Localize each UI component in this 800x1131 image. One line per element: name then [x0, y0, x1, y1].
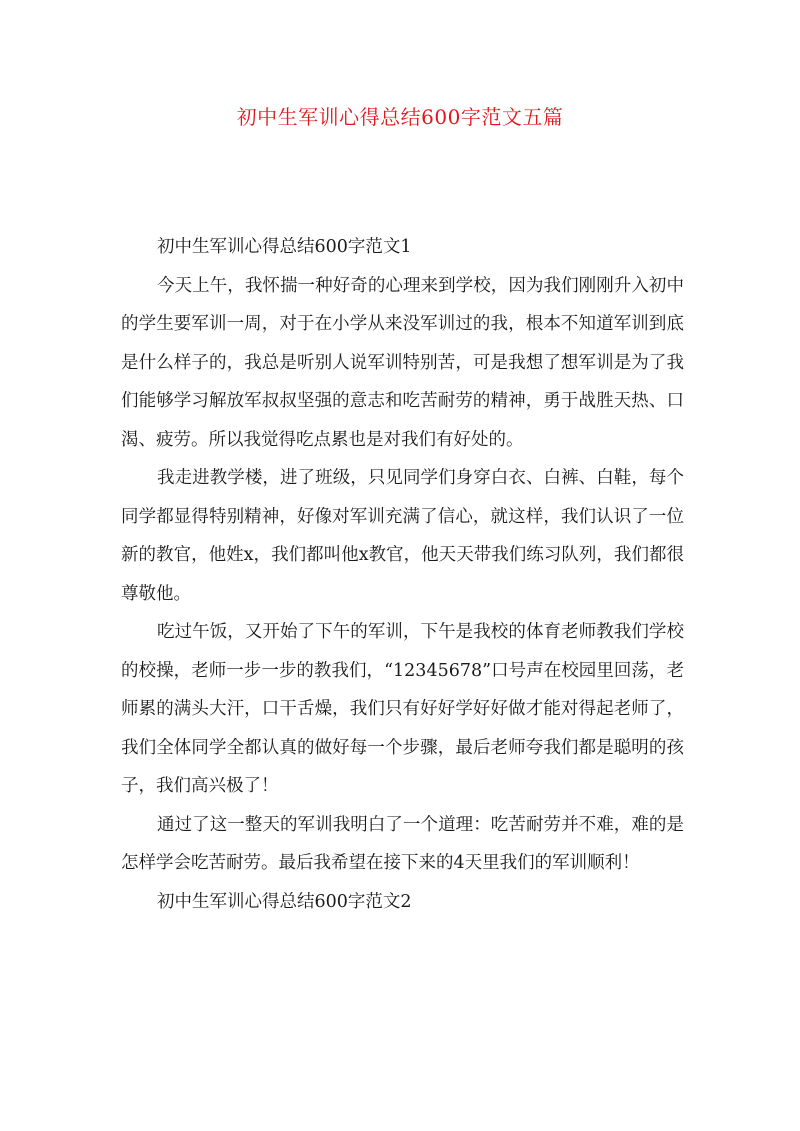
document-title: 初中生军训心得总结600字范文五篇	[236, 105, 564, 129]
paragraph: 我走进教学楼，进了班级，只见同学们身穿白衣、白裤、白鞋，每个同学都显得特别精神，好像对军训充满了信心，就这样，我们认识了一位新的教官，他姓x，我们都叫他x教官，他天天带我们练习队列，我们都很尊敬他。	[121, 468, 684, 604]
article-body	[121, 228, 684, 921]
paragraph: 吃过午饭，又开始了下午的军训，下午是我校的体育老师教我们学校的校操，老师一步一步的教我们，“12345678”口号声在校园里回荡，老师累的满头大汗，口干舌燥，我们只有好好学好好做才能对得起老师了，我们全体同学全都认真的做好每一个步骤，最后老师夸我们都是聪明的孩子，我们高兴极了！	[121, 622, 684, 796]
paragraph: 通过了这一整天的军训我明白了一个道理：吃苦耐劳并不难，难的是怎样学会吃苦耐劳。最后我希望在接下来的4天里我们的军训顺利！	[121, 814, 684, 873]
section-heading: 初中生军训心得总结600字范文1	[157, 237, 412, 257]
paragraph: 今天上午，我怀揣一种好奇的心理来到学校，因为我们刚刚升入初中的学生要军训一周，对于在小学从来没军训过的我，根本不知道军训到底是什么样子的，我总是听别人说军训特别苦，可是我想了想军训是为了我们能够学习解放军叔叔坚强的意志和吃苦耐劳的精神，勇于战胜天热、口渴、疲劳。所以我觉得吃点累也是对我们有好处的。	[121, 275, 684, 450]
section-heading: 初中生军训心得总结600字范文2	[157, 891, 412, 912]
